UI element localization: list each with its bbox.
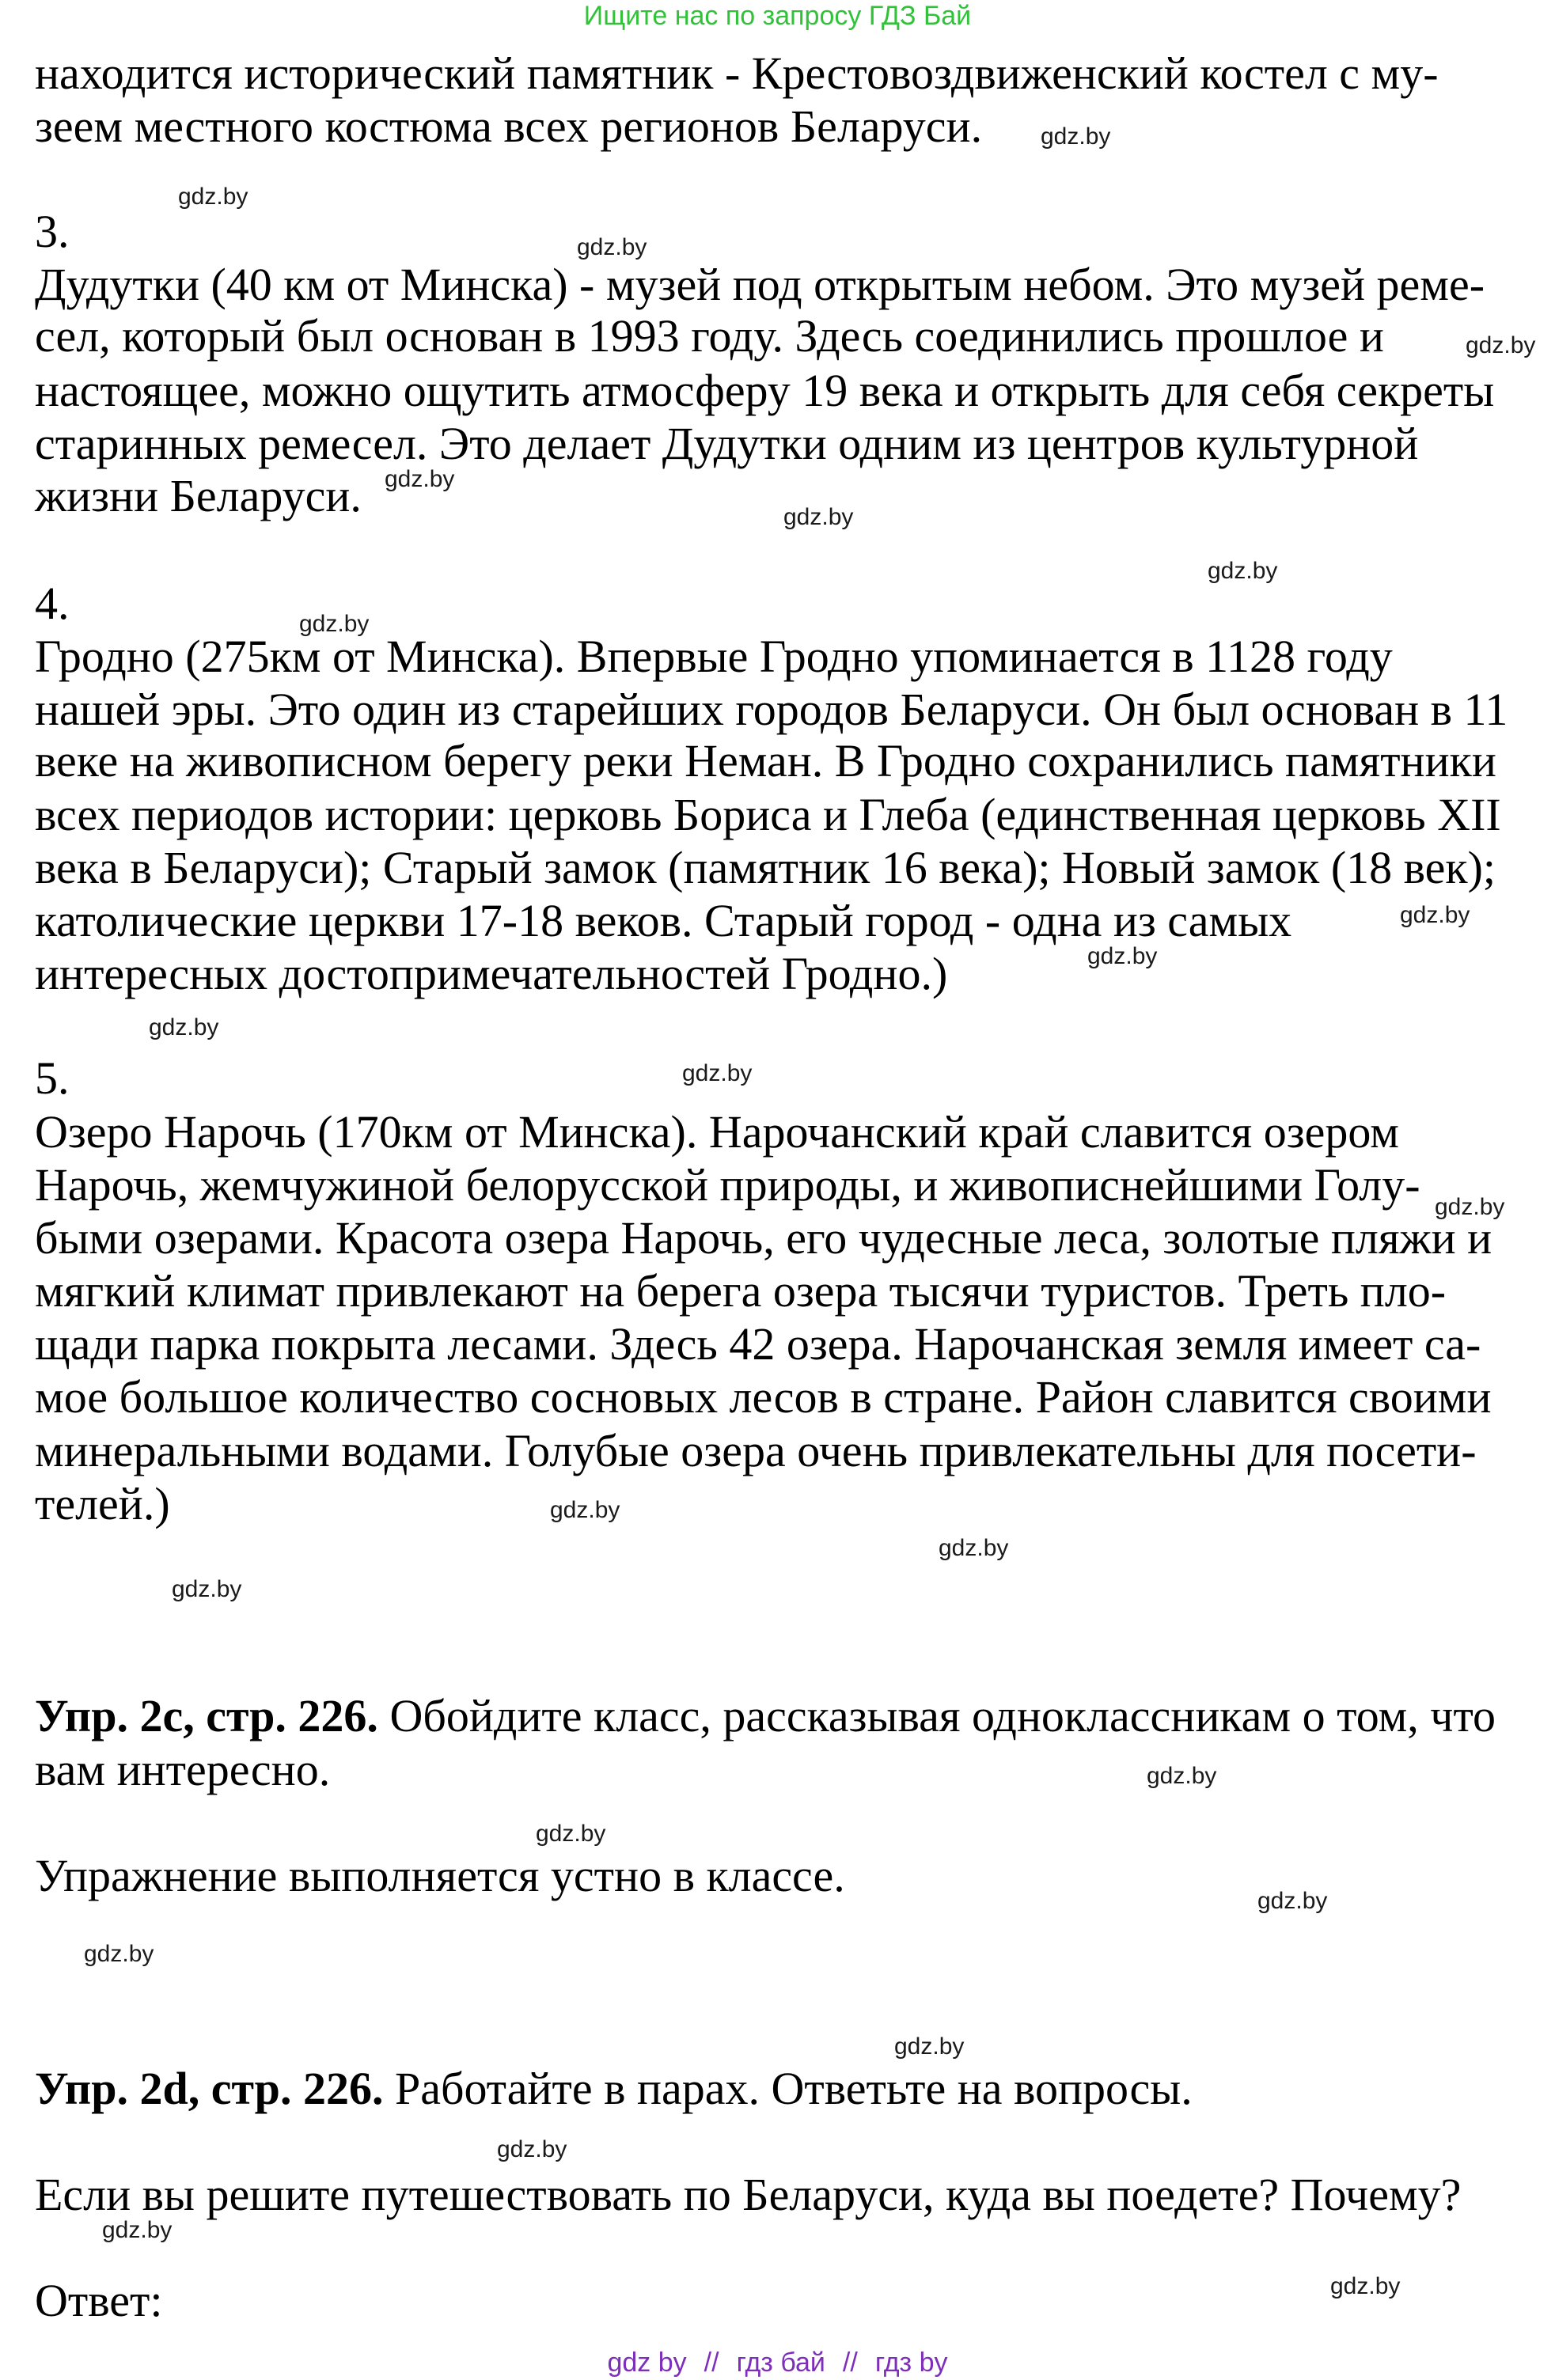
exercise-2d-task: Работайте в парах. Ответьте на вопросы. [394,2063,1193,2114]
watermark: gdz.by [783,504,854,530]
watermark: gdz.by [1466,332,1536,358]
watermark: gdz.by [178,184,248,210]
paragraph-line: веке на живописном берегу реки Неман. В Гродно сохранились памятники [35,735,1496,786]
watermark: gdz.by [894,2033,965,2060]
watermark: gdz.by [385,466,455,492]
watermark: gdz.by [497,2136,567,2162]
footer-link-gdz-bai[interactable]: гдз бай [736,2348,825,2378]
paragraph-line: зеем местного костюма всех регионов Беларуси. [35,100,983,152]
watermark: gdz.by [1330,2273,1401,2299]
exercise-2c-task: Обойдите класс, рассказывая одноклассникам о том, что [389,1690,1496,1741]
paragraph-line: минеральными водами. Голубые озера очень привлекательны для посети- [35,1425,1477,1476]
item-number: 5. [35,1052,70,1104]
watermark: gdz.by [102,2217,173,2243]
paragraph-line: всех периодов истории: церковь Бориса и Глеба (единственная церковь XII [35,789,1501,840]
watermark: gdz.by [172,1576,242,1602]
watermark: gdz.by [84,1941,154,1967]
exercise-2c-answer: Упражнение выполняется устно в классе. [35,1850,845,1901]
paragraph-line: Гродно (275км от Минска). Впервые Гродно упоминается в 1128 году [35,631,1393,682]
exercise-2d-label: Упр. 2d, стр. 226. [35,2063,384,2114]
watermark: gdz.by [939,1535,1009,1561]
answer-label: Ответ: [35,2275,163,2326]
exercise-2d-question: Если вы решите путешествовать по Беларуси, куда вы поедете? Почему? [35,2169,1462,2220]
footer-separator: // [842,2348,858,2378]
watermark: gdz.by [1147,1763,1217,1789]
paragraph-line: быми озерами. Красота озера Нарочь, его чудесные леса, золотые пляжи и [35,1212,1492,1264]
watermark: gdz.by [1208,558,1278,584]
search-hint-banner: Ищите нас по запросу ГДЗ Бай [583,1,972,31]
item-number: 4. [35,578,70,629]
exercise-2d-heading [35,2062,1193,2115]
paragraph-line: Нарочь, жемчужиной белорусской природы, и живописнейшими Голу- [35,1159,1420,1211]
paragraph-line: Озеро Нарочь (170км от Минска). Нарочанский край славится озером [35,1106,1399,1158]
paragraph-line: мое большое количество сосновых лесов в стране. Район славится своими [35,1371,1492,1423]
exercise-2c-heading [35,1689,1496,1742]
paragraph-line: телей.) [35,1478,170,1529]
paragraph-line: настоящее, можно ощутить атмосферу 19 века и открыть для себя секреты [35,365,1495,416]
watermark: gdz.by [536,1821,606,1847]
exercise-2c-task-continued: вам интересно. [35,1744,331,1795]
watermark: gdz.by [550,1497,620,1523]
exercise-2c-label: Упр. 2с, стр. 226. [35,1690,378,1741]
paragraph-line: века в Беларуси); Старый замок (памятник 16 века); Новый замок (18 век); [35,842,1496,893]
paragraph-line: сел, который был основан в 1993 году. Здесь соединились прошлое и [35,310,1384,362]
paragraph-line: Дудутки (40 км от Минска) - музей под открытым небом. Это музей реме- [35,259,1485,310]
watermark: gdz.by [1435,1194,1505,1220]
paragraph-line: интересных достопримечательностей Гродно.) [35,948,948,999]
paragraph-line: нашей эры. Это один из старейших городов Беларуси. Он был основан в 11 [35,684,1508,735]
footer-separator: // [704,2348,719,2378]
watermark: gdz.by [682,1060,753,1086]
watermark: gdz.by [577,234,647,260]
watermark: gdz.by [1041,123,1111,150]
paragraph-line: католические церкви 17-18 веков. Старый город - одна из самых [35,895,1292,946]
item-number: 3. [35,206,70,257]
watermark: gdz.by [1400,902,1470,928]
watermark: gdz.by [299,611,370,637]
watermark: gdz.by [1257,1888,1328,1914]
paragraph-line: находится исторический памятник - Крестовоздвиженский костел с му- [35,47,1439,99]
paragraph-line: старинных ремесел. Это делает Дудутки одним из центров культурной [35,418,1419,469]
paragraph-line: мягкий климат привлекают на берега озера тысячи туристов. Треть пло- [35,1265,1447,1317]
footer-link-gdz-by-cyr[interactable]: гдз by [874,2348,948,2378]
watermark: gdz.by [149,1014,219,1040]
footer-links [0,2347,1555,2378]
footer-link-gdz-by[interactable]: gdz by [607,2348,687,2378]
paragraph-line: щади парка покрыта лесами. Здесь 42 озера. Нарочанская земля имеет са- [35,1318,1481,1370]
watermark: gdz.by [1087,943,1158,969]
paragraph-line: жизни Беларуси. [35,470,362,521]
